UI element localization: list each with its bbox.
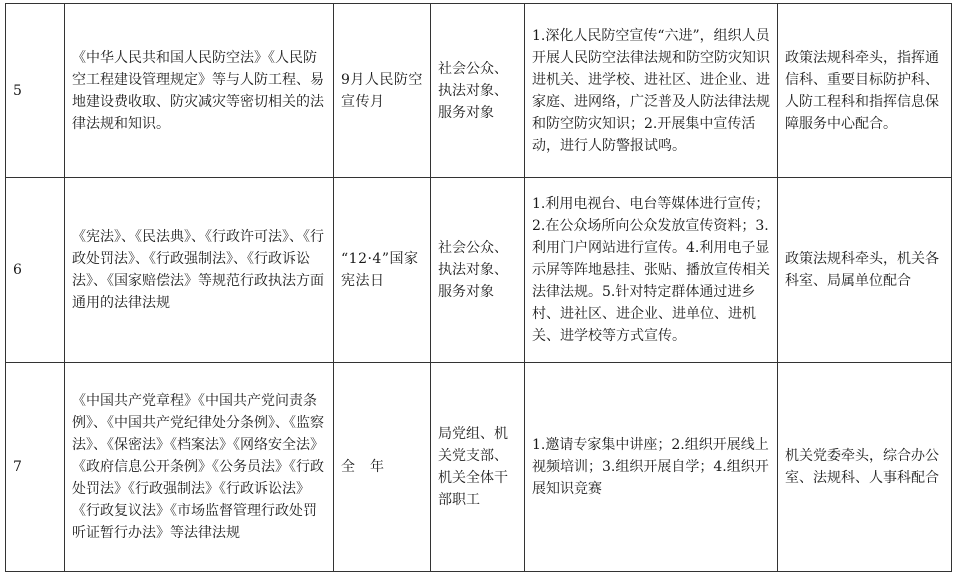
publicity-measures: 1.深化人民防空宣传“六进”，组织人员开展人民防空法律法规和防空防灾知识进机关、进学校、进社区、进企业、进家庭、进网络，广泛普及人防法律法规和防空防灾知识；2.开展集中宣传活动，进行人防警报试鸣。: [525, 4, 778, 178]
target-audience: 局党组、机关党支部、机关全体干部职工: [431, 363, 525, 572]
publicity-time: “12·4”国家宪法日: [334, 178, 431, 363]
responsible-unit: 机关党委牵头，综合办公室、法规科、人事科配合: [778, 363, 952, 572]
responsible-unit: 政策法规科牵头，指挥通信科、重要目标防护科、人防工程科和指挥信息保障服务中心配合。: [778, 4, 952, 178]
publicity-time: 9月人民防空宣传月: [334, 4, 431, 178]
publicity-measures: 1.利用电视台、电台等媒体进行宣传；2.在公众场所向公众发放宣传资料；3.利用门户网站进行宣传。4.利用电子显示屏等阵地悬挂、张贴、播放宣传相关法律法规。5.针对特定群体通过进乡村、进社区、进企业、进单位、进机关、进学校等方式宣传。: [525, 178, 778, 363]
law-content: 《中华人民共和国人民防空法》《人民防空工程建设管理规定》等与人防工程、易地建设费收取、防灾减灾等密切相关的法律法规和知识。: [65, 4, 334, 178]
target-audience: 社会公众、执法对象、服务对象: [431, 4, 525, 178]
publicity-measures: 1.邀请专家集中讲座；2.组织开展线上视频培训；3.组织开展自学；4.组织开展知识竞赛: [525, 363, 778, 572]
law-publicity-table: [5, 3, 952, 572]
law-content: 《宪法》、《民法典》、《行政许可法》、《行政处罚法》、《行政强制法》、《行政诉讼法》、《国家赔偿法》等规范行政执法方面通用的法律法规: [65, 178, 334, 363]
target-audience: 社会公众、执法对象、服务对象: [431, 178, 525, 363]
table-row: [6, 178, 952, 363]
law-content: 《中国共产党章程》《中国共产党问责条例》、《中国共产党纪律处分条例》、《监察法》、《保密法》《档案法》《网络安全法》《政府信息公开条例》《公务员法》《行政处罚法》《行政强制法》《行政诉讼法》《行政复议法》《市场监督管理行政处罚听证暂行办法》等法律法规: [65, 363, 334, 572]
publicity-time: 全 年: [334, 363, 431, 572]
table-row: [6, 4, 952, 178]
responsible-unit: 政策法规科牵头，机关各科室、局属单位配合: [778, 178, 952, 363]
row-number: 6: [6, 178, 65, 363]
table-row: [6, 363, 952, 572]
row-number: 5: [6, 4, 65, 178]
row-number: 7: [6, 363, 65, 572]
